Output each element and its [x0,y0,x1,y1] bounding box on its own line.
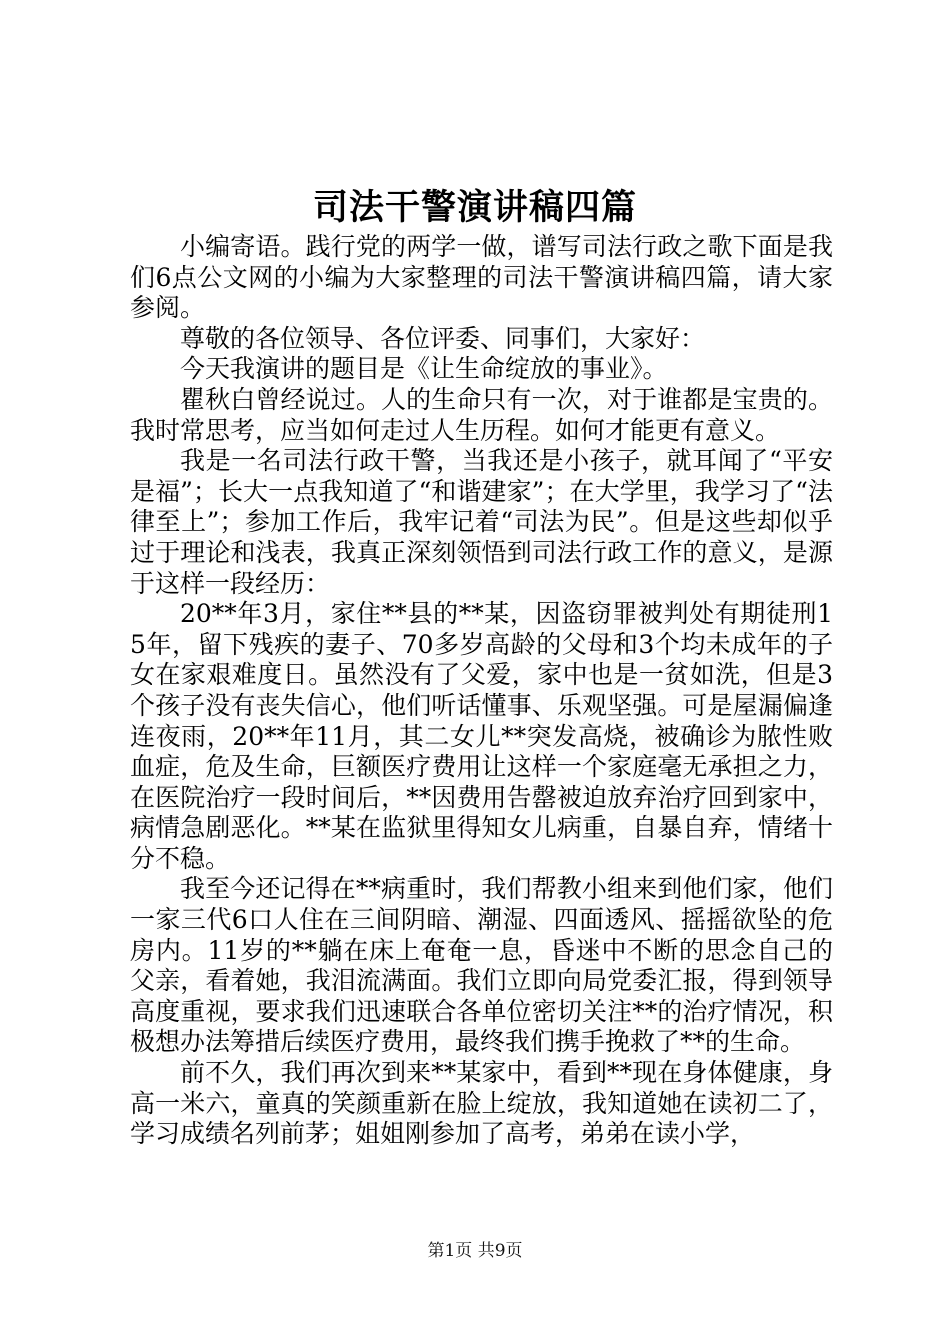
paragraph-quote: 瞿秋白曾经说过。人的生命只有一次，对于谁都是宝贵的。我时常思考，应当如何走过人生历程。如何才能更有意义。 [130,384,833,445]
paragraph-story: 20**年3月，家住**县的**某，因盗窃罪被判处有期徒刑15年，留下残疾的妻子、70多岁高龄的父母和3个均未成年的子女在家艰难度日。虽然没有了父爱，家中也是一贫如洗，但是3个孩子没有丧失信心，他们听话懂事、乐观坚强。可是屋漏偏逢连夜雨，20**年11月，其二女儿**突发高烧，被确诊为脓性败血症，危及生命，巨额医疗费用让这样一个家庭毫无承担之力，在医院治疗一段时间后，**因费用告罄被迫放弃治疗回到家中，病情急剧恶化。**某在监狱里得知女儿病重，自暴自弃，情绪十分不稳。 [130,599,833,873]
paragraph-memory: 我至今还记得在**病重时，我们帮教小组来到他们家，他们一家三代6口人住在三间阴暗、潮湿、四面透风、摇摇欲坠的危房内。11岁的**躺在床上奄奄一息，昏迷中不断的思念自己的父亲，看着她，我泪流满面。我们立即向局党委汇报，得到领导高度重视，要求我们迅速联合各单位密切关注**的治疗情况，积极想办法筹措后续医疗费用，最终我们携手挽救了**的生命。 [130,874,833,1057]
paragraph-background: 我是一名司法行政干警，当我还是小孩子，就耳闻了“平安是福”；长大一点我知道了“和谐建家”；在大学里，我学习了“法律至上”；参加工作后，我牢记着“司法为民”。但是这些却似乎过于理论和浅表，我真正深刻领悟到司法行政工作的意义，是源于这样一段经历： [130,446,833,598]
document-body [130,232,833,1150]
page-number: 第1页 共9页 [427,1241,523,1261]
paragraph-editor-note: 小编寄语。践行党的两学一做，谱写司法行政之歌下面是我们6点公文网的小编为大家整理的司法干警演讲稿四篇，请大家参阅。 [130,232,833,323]
paragraph-recent-visit: 前不久，我们再次到来**某家中，看到**现在身体健康，身高一米六，童真的笑颜重新在脸上绽放，我知道她在读初二了，学习成绩名列前茅；姐姐刚参加了高考，弟弟在读小学， [130,1058,833,1149]
paragraph-topic: 今天我演讲的题目是《让生命绽放的事业》。 [180,354,668,384]
paragraph-greeting: 尊敬的各位领导、各位评委、同事们，大家好： [180,323,706,353]
document-title: 司法干警演讲稿四篇 [312,187,637,228]
